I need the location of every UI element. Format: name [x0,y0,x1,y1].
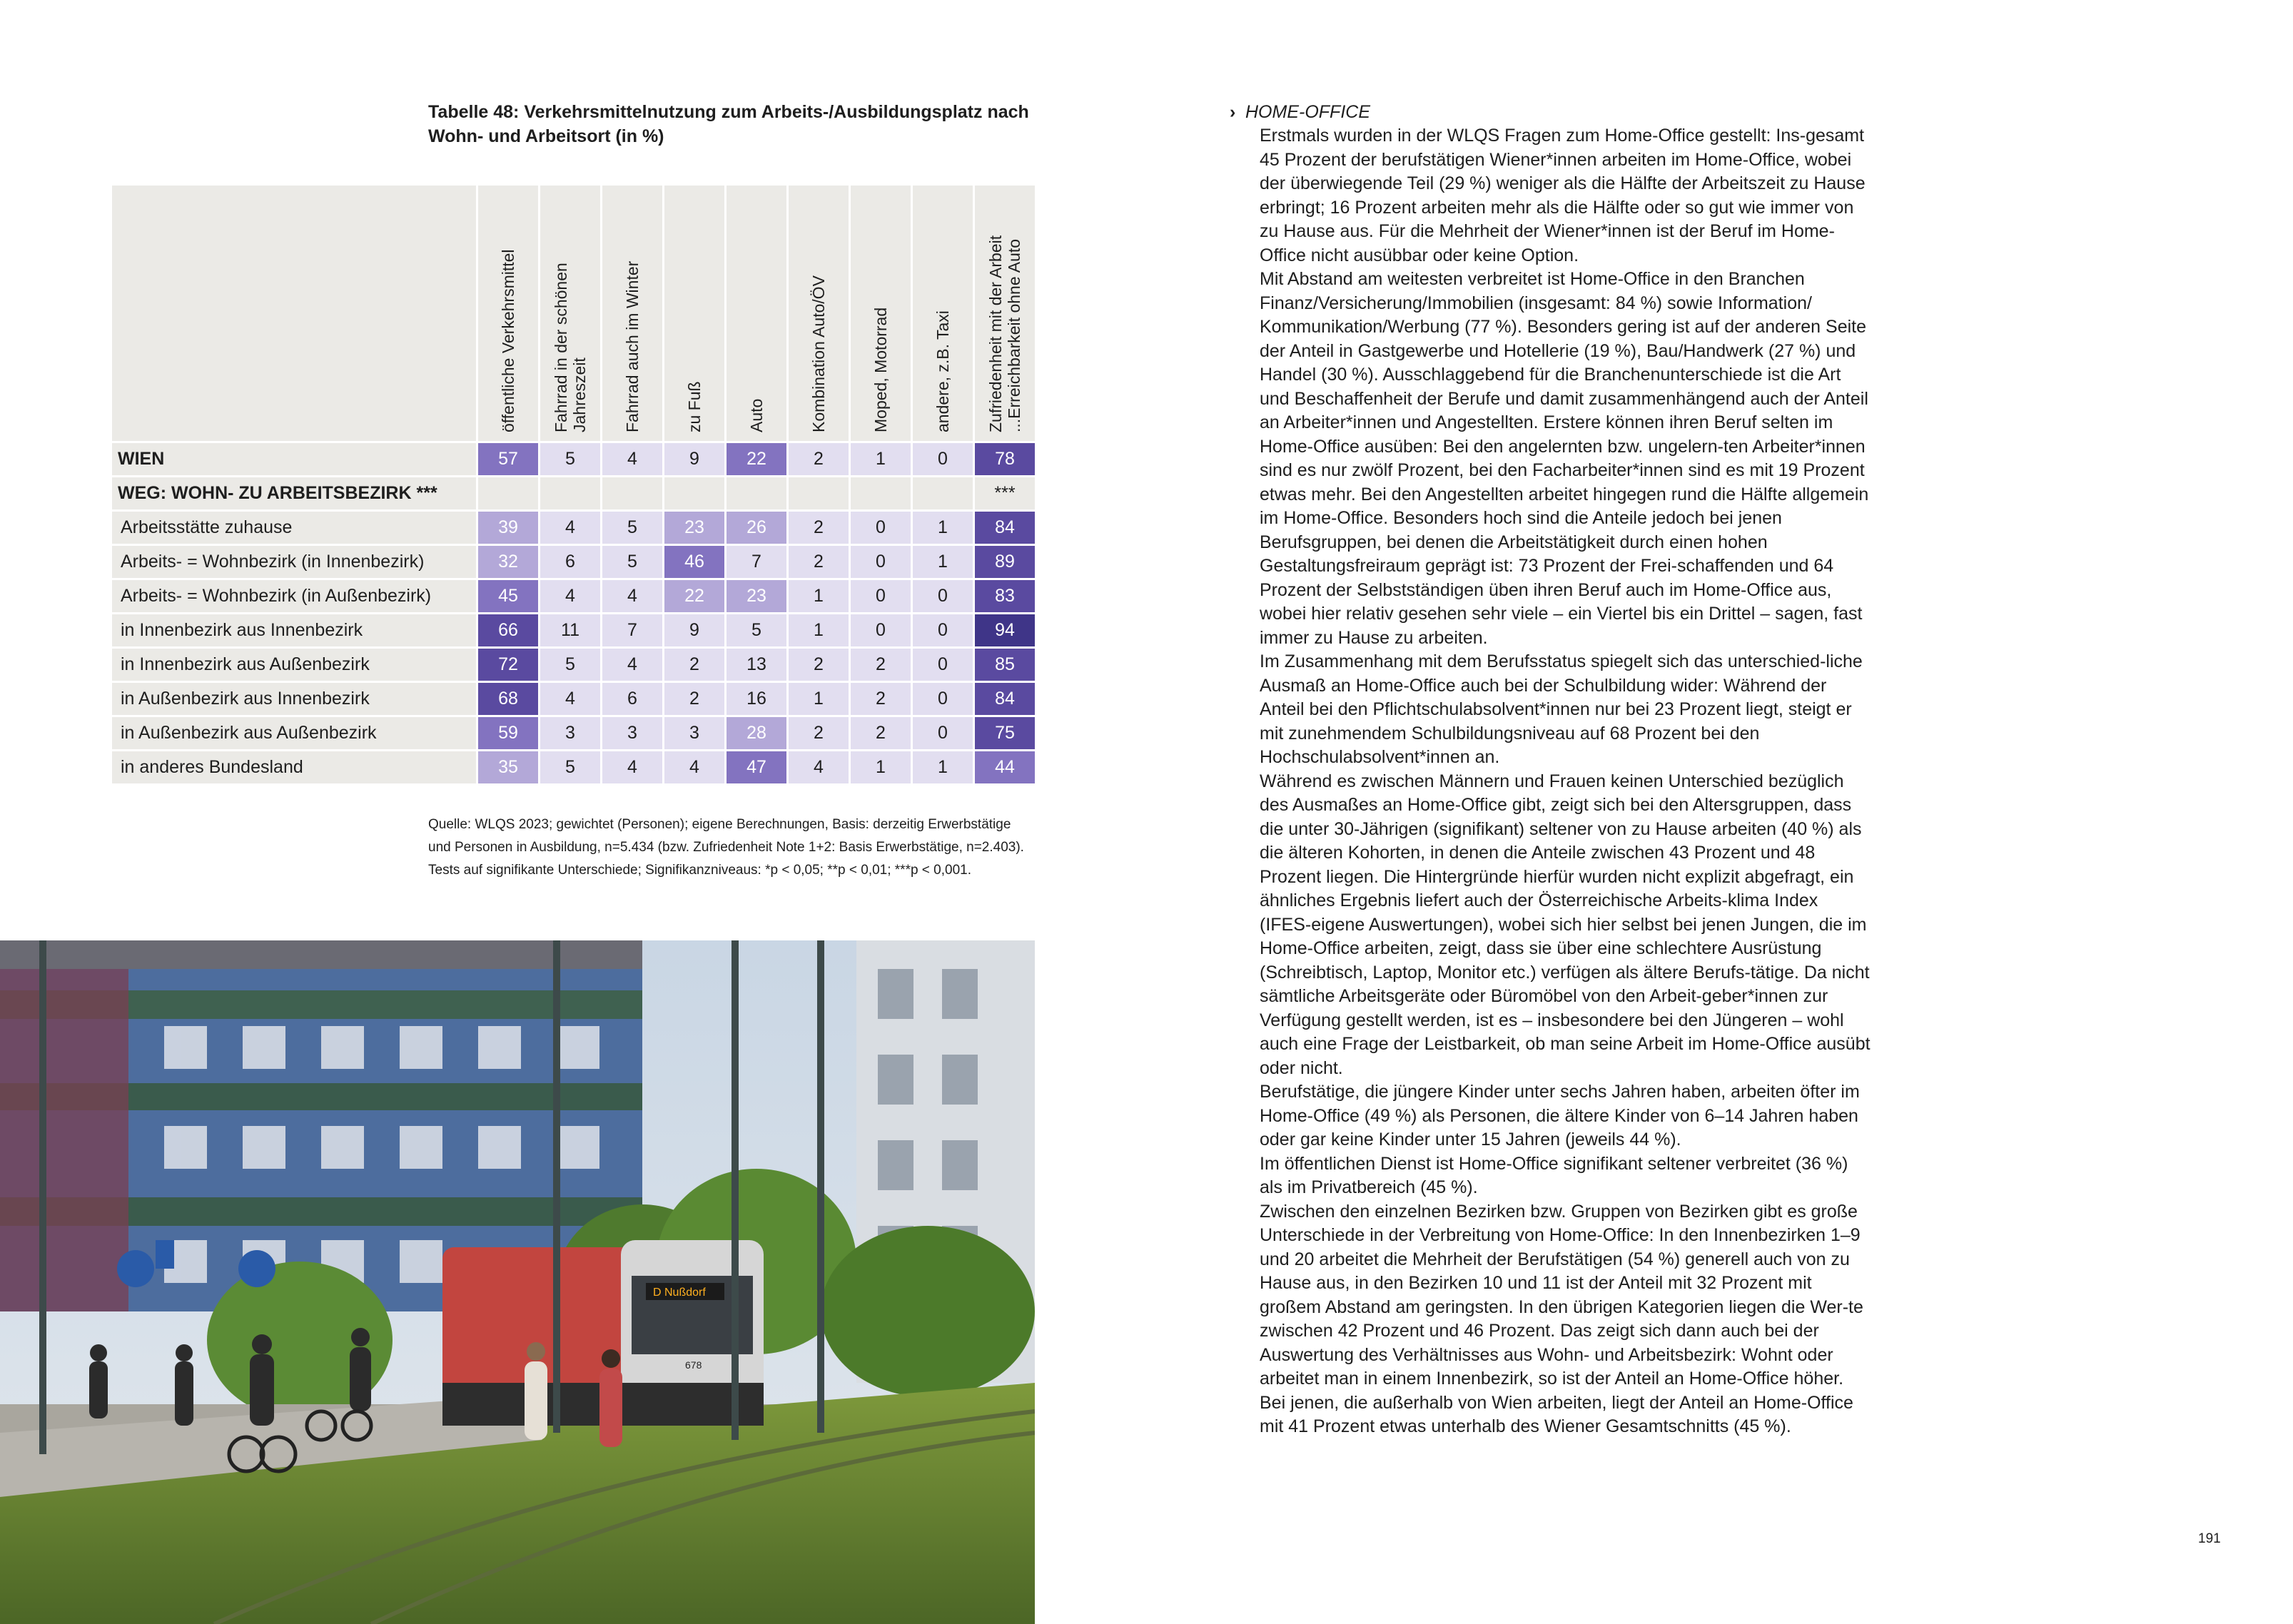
table-cell: 4 [540,578,602,612]
table-cell: 2 [851,646,913,681]
table-cell: 0 [913,441,975,475]
table-cell: 4 [602,749,664,783]
table-cell: 1 [789,578,851,612]
table-cell: 78 [975,441,1035,475]
table-cell: *** [975,475,1035,509]
table-cell: 4 [664,749,727,783]
table-row [112,544,1035,578]
table-cell: 2 [664,681,727,715]
table-cell: 3 [664,715,727,749]
table-cell: 4 [602,578,664,612]
table-cell: 0 [851,544,913,578]
column-header: öffentliche Verkehrsmittel [478,186,540,441]
table-cell: 94 [975,612,1035,646]
row-label: WIEN [112,441,478,475]
table-cell: 5 [540,749,602,783]
table-row [112,681,1035,715]
table-cell: 4 [540,509,602,544]
table-cell [478,475,540,509]
paragraph: Im Zusammenhang mit dem Berufsstatus spiegelt sich das unterschied-liche Ausmaß an Home-Office auch bei der Schulbildung wider: Während der Anteil bei den Pflichtschulabsolvent*innen nur bei 23 Prozent liegt, steigt er mit zunehmendem Schulbildungsniveau auf 68 Prozent bei den Hochschulabsolvent*innen an. [1260,651,1863,767]
table-cell: 5 [540,646,602,681]
table-row [112,578,1035,612]
body-text [1260,124,1873,1439]
table-cell: 23 [664,509,727,544]
table-cell: 5 [540,441,602,475]
table-cell: 57 [478,441,540,475]
table-cell [851,475,913,509]
svg-text:678: 678 [685,1359,702,1371]
table-cell: 1 [913,544,975,578]
table-cell: 46 [664,544,727,578]
table-cell: 3 [540,715,602,749]
table-row [112,715,1035,749]
table-cell [789,475,851,509]
column-header: Moped, Motorrad [851,186,913,441]
section-heading: › HOME-OFFICE [1245,100,1370,124]
table-cell: 84 [975,681,1035,715]
column-header: andere, z.B. Taxi [913,186,975,441]
table-row-wien [112,441,1035,475]
table-row [112,612,1035,646]
table-cell: 2 [789,646,851,681]
table-row [112,509,1035,544]
table-cell [913,475,975,509]
column-header: Fahrrad auch im Winter [602,186,664,441]
row-label: Arbeits- = Wohnbezirk (in Außenbezirk) [112,578,478,612]
row-label: Arbeitsstätte zuhause [112,509,478,544]
table-cell: 22 [727,441,789,475]
data-table [112,186,1035,783]
paragraph: Erstmals wurden in der WLQS Fragen zum Home-Office gestellt: Ins-gesamt 45 Prozent der berufstätigen Wiener*innen arbeiten im Home-Office, wobei der überwiegende Teil (29 %) weniger als die Hälfte der Arbeitszeit zu Hause erbringt; 16 Prozent arbeiten mehr als die Hälfte oder so gut wie immer von zu Hause aus. Für die Mehrheit der Wiener*innen ist der Beruf im Home-Office nicht ausübbar oder keine Option. [1260,126,1866,265]
table-cell: 1 [851,441,913,475]
table-cell: 1 [913,509,975,544]
row-label: in Außenbezirk aus Außenbezirk [112,715,478,749]
table-cell: 2 [789,544,851,578]
table-cell: 2 [789,715,851,749]
svg-text:D Nußdorf: D Nußdorf [653,1286,706,1299]
table-cell: 7 [602,612,664,646]
table-source-note: Quelle: WLQS 2023; gewichtet (Personen); eigene Berechnungen, Basis: derzeitig Erwerbstätige und Personen in Ausbildung, n=5.434 (bzw. Zufriedenheit Note 1+2: Basis Erwerbstätige, n=2.403). Tests auf signifikante Unterschiede; Signifikanzniveaus: *p < 0,05; **p < 0,01; ***p < 0,001. [428,817,1024,878]
table-cell: 22 [664,578,727,612]
paragraph: Zwischen den einzelnen Bezirken bzw. Gruppen von Bezirken gibt es große Unterschiede in der Verbreitung von Home-Office: In den Innenbezirken 1–9 und 20 arbeitet die Mehrheit der Berufstätigen (54 %) generell auch von zu Hause aus, in den Bezirken 10 und 11 ist der Anteil mit 32 Prozent mit großem Abstand am geringsten. In den übrigen Kategorien liegen die Wer-te zwischen 42 Prozent und 46 Prozent. Das zeigt sich dann auch bei der Auswertung des Verhältnisses aus Wohn- und Arbeitsbezirk: Wohnt oder arbeitet man in einem Innenbezirk, so ist der Anteil an Home-Office höher. Bei jenen, die außerhalb von Wien arbeiten, liegt der Anteil an Home-Office mit 41 Prozent etwas unterhalb des Wiener Gesamtschnitts (45 %). [1260,1201,1863,1436]
table-title: Tabelle 48: Verkehrsmittelnutzung zum Arbeits-/Ausbildungsplatz nach Wohn- und Arbeitsort (in %) [428,102,1029,146]
table-cell: 6 [602,681,664,715]
row-label: in Außenbezirk aus Innenbezirk [112,681,478,715]
row-label: in anderes Bundesland [112,749,478,783]
paragraph: Im öffentlichen Dienst ist Home-Office signifikant seltener verbreitet (36 %) als im Privatbereich (45 %). [1260,1153,1848,1197]
table-cell: 4 [540,681,602,715]
table-cell: 35 [478,749,540,783]
table-row-group [112,475,1035,509]
table-cell: 5 [727,612,789,646]
table-cell: 2 [851,681,913,715]
table-cell: 66 [478,612,540,646]
table-cell: 89 [975,544,1035,578]
table-cell: 9 [664,441,727,475]
table-cell: 72 [478,646,540,681]
table-cell: 0 [913,646,975,681]
table-cell: 2 [789,441,851,475]
table-cell: 44 [975,749,1035,783]
table-cell: 32 [478,544,540,578]
table-cell: 3 [602,715,664,749]
table-cell: 0 [851,578,913,612]
table-cell [602,475,664,509]
table-cell: 0 [913,715,975,749]
column-header: zu Fuß [664,186,727,441]
table-cell: 5 [602,509,664,544]
table-cell: 84 [975,509,1035,544]
table-cell: 1 [789,612,851,646]
table-cell: 28 [727,715,789,749]
table-cell: 0 [913,578,975,612]
table-cell [727,475,789,509]
table-cell: 1 [851,749,913,783]
table-cell: 23 [727,578,789,612]
table-cell: 68 [478,681,540,715]
table-cell: 26 [727,509,789,544]
table-cell: 0 [913,612,975,646]
table-row [112,749,1035,783]
table-cell: 47 [727,749,789,783]
table-cell: 85 [975,646,1035,681]
table-cell: 59 [478,715,540,749]
table-cell: 0 [913,681,975,715]
paragraph: Mit Abstand am weitesten verbreitet ist Home-Office in den Branchen Finanz/Versicherung/Immobilien (insgesamt: 84 %) sowie Information/ Kommunikation/Werbung (77 %). Besonders gering ist auf der anderen Seite der Anteil in Gastgewerbe und Hotellerie (19 %), Bau/Handwerk (27 %) und Handel (30 %). Ausschlaggebend für die Branchenunterschiede ist die Art und Beschaffenheit der Berufe und damit zusammenhängend auch der Anteil an Arbeiter*innen und Angestellten. Erstere können ihren Beruf selten im Home-Office ausüben: Bei den angelernten bzw. ungelern-ten Arbeiter*innen sind es nur zwölf Prozent, bei den Facharbeiter*innen sind es mit 19 Prozent etwas mehr. Bei den Angestellten arbeitet hingegen rund die Hälfte allgemein im Home-Office. Besonders hoch sind die Anteile jedoch bei jenen Berufsgruppen, bei denen die Arbeitstätigkeit durch einen hohen Gestaltungsfreiraum geprägt ist: 73 Prozent der Frei-schaffenden und 64 Prozent der Selbstständigen üben ihren Beruf auch im Home-Office aus, wobei hier relativ gesehen sehr viele – ein Viertel bis ein Drittel – sagen, fast immer zu Hause zu arbeiten. [1260,269,1869,648]
table-cell [540,475,602,509]
table-cell: 4 [789,749,851,783]
paragraph: Während es zwischen Männern und Frauen keinen Unterschied bezüglich des Ausmaßes an Home-Office gibt, zeigt sich bei den Altersgruppen, dass die unter 30-Jährigen (signifikant) seltener von zu Hause arbeiten (40 %) als die älteren Kohorten, in denen die Anteile zwischen 43 Prozent und 48 Prozent liegen. Die Hintergründe hierfür wurden nicht explizit abgefragt, ein ähnliches Ergebnis liefert auch der Österreichische Arbeits-klima Index (IFES-eigene Auswertungen), wobei sich hier selbst bei jenen Jungen, die im Home-Office arbeiten, zeigt, dass sie über eine schlechtere Ausrüstung (Schreibtisch, Laptop, Monitor etc.) verfügen als ältere Berufs-tätige. Da nicht sämtliche Arbeitsgeräte oder Büromöbel von den Arbeit-geber*innen zur Verfügung gestellt werden, ist es – insbesondere bei den Jüngeren – wohl auch eine Frage der Leistbarkeit, ob man seine Arbeit im Home-Office ausübt oder nicht. [1260,771,1871,1078]
table-cell: 45 [478,578,540,612]
table-row [112,646,1035,681]
table-cell [664,475,727,509]
table-cell: 1 [913,749,975,783]
column-header: Fahrrad in der schönen Jahreszeit [540,186,602,441]
table-cell: 2 [664,646,727,681]
table-cell: 5 [602,544,664,578]
table-cell: 16 [727,681,789,715]
table-header-row [112,186,1035,441]
column-header: Zufriedenheit mit der Arbeit ...Erreichbarkeit ohne Auto [975,186,1035,441]
street-photo [0,940,1035,1624]
table-corner [112,186,478,441]
page-number: 191 [2198,1531,2221,1546]
table-cell: 83 [975,578,1035,612]
row-label: in Innenbezirk aus Außenbezirk [112,646,478,681]
table-cell: 0 [851,509,913,544]
table-cell: 0 [851,612,913,646]
table-cell: 2 [851,715,913,749]
row-label: WEG: WOHN- ZU ARBEITSBEZIRK *** [112,475,478,509]
table-cell: 2 [789,509,851,544]
table-cell: 6 [540,544,602,578]
chevron-right-icon: › [1230,102,1236,122]
table-cell: 13 [727,646,789,681]
table-cell: 39 [478,509,540,544]
row-label: in Innenbezirk aus Innenbezirk [112,612,478,646]
table-cell: 1 [789,681,851,715]
row-label: Arbeits- = Wohnbezirk (in Innenbezirk) [112,544,478,578]
table-cell: 75 [975,715,1035,749]
column-header: Kombination Auto/ÖV [789,186,851,441]
column-header: Auto [727,186,789,441]
table-cell: 4 [602,646,664,681]
table-cell: 7 [727,544,789,578]
table-cell: 9 [664,612,727,646]
table-cell: 4 [602,441,664,475]
table-cell: 11 [540,612,602,646]
paragraph: Berufstätige, die jüngere Kinder unter sechs Jahren haben, arbeiten öfter im Home-Office (49 %) als Personen, die ältere Kinder von 6–14 Jahren haben oder gar keine Kinder unter 15 Jahren (jeweils 44 %). [1260,1082,1860,1150]
